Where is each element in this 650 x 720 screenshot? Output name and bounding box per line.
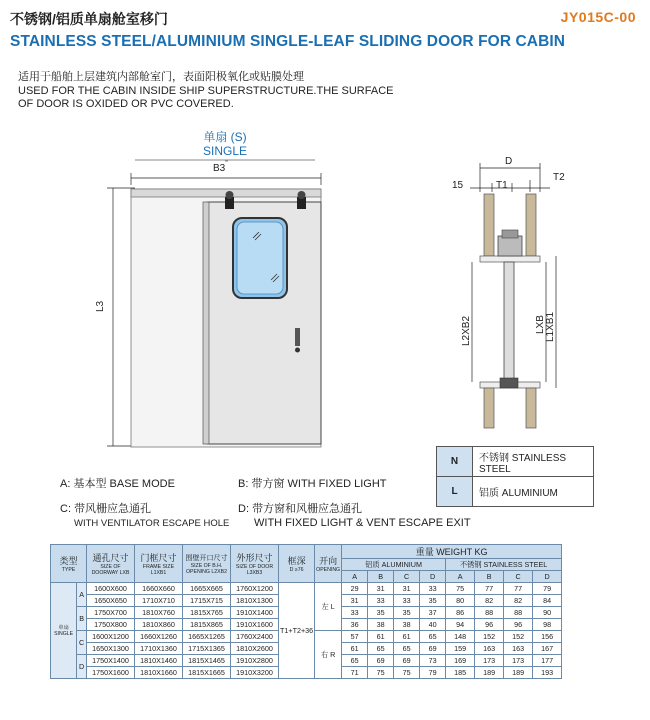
dim-l2xb2: L2XB2	[461, 315, 472, 346]
col-alu-a: A	[342, 571, 368, 583]
single-label-cn: 单扇 (S)	[203, 130, 247, 144]
col-doorway-en: SIZE OF DOORWAY LXB	[91, 564, 130, 576]
type-letter-cell: C	[77, 631, 87, 655]
col-alu-d: D	[420, 571, 446, 583]
col-depth-cn: 框深	[287, 556, 306, 566]
dim-b3: B3	[213, 163, 226, 174]
weight-cell: 33	[342, 607, 368, 619]
mode-c-line1: 带风栅应急通孔	[74, 503, 152, 515]
size-cell: 1910X2800	[231, 655, 279, 667]
col-outer	[231, 545, 279, 583]
mode-a	[60, 478, 175, 491]
weight-cell: 77	[475, 583, 504, 595]
type-single-cn: 单扇	[58, 624, 69, 631]
col-ss-b: B	[475, 571, 504, 583]
depth-cell: T1+T2+36	[279, 583, 315, 679]
size-cell: 1810X1460	[135, 655, 183, 667]
dim-lxb: LXB	[535, 315, 546, 334]
size-cell: 1760X1200	[231, 583, 279, 595]
col-doorway	[87, 545, 135, 583]
col-opening	[315, 545, 342, 583]
description-en-line2: OF DOOR IS OXIDED OR PVC COVERED.	[18, 98, 234, 110]
weight-cell: 77	[504, 583, 533, 595]
door-handle	[295, 328, 300, 346]
door-section-view	[440, 150, 580, 430]
size-cell: 1910X1600	[231, 619, 279, 631]
weight-cell: 61	[394, 631, 420, 643]
table-row	[51, 583, 562, 595]
opening-cell: 右 R	[315, 631, 342, 679]
roller-right	[298, 191, 306, 199]
weight-cell: 38	[368, 619, 394, 631]
legend-text: 不锈钢 STAINLESS STEEL	[473, 447, 594, 477]
weight-cell: 177	[533, 655, 562, 667]
legend-code: L	[437, 477, 473, 507]
weight-cell: 65	[342, 655, 368, 667]
weight-cell: 96	[475, 619, 504, 631]
weight-cell: 90	[533, 607, 562, 619]
weight-cell: 73	[420, 655, 446, 667]
legend-row	[437, 477, 594, 507]
mode-b-key: B:	[238, 478, 249, 490]
dim-t2: T2	[553, 172, 565, 183]
legend-text: 铝质 ALUMINIUM	[473, 477, 594, 507]
col-ss-d: D	[533, 571, 562, 583]
size-cell: 1660X1260	[135, 631, 183, 643]
type-single-en: SINGLE	[54, 630, 74, 637]
weight-cell: 65	[368, 643, 394, 655]
weight-cell: 86	[446, 607, 475, 619]
roller-left	[226, 191, 234, 199]
weight-cell: 71	[342, 667, 368, 679]
dim-d: D	[505, 156, 513, 167]
legend-code: N	[437, 447, 473, 477]
dim-15: 15	[452, 180, 464, 191]
size-cell: 1910X3200	[231, 667, 279, 679]
mode-a-text: 基本型 BASE MODE	[73, 478, 175, 490]
col-alu-b: B	[368, 571, 394, 583]
size-cell: 1660X660	[135, 583, 183, 595]
type-single-cell	[51, 583, 77, 679]
weight-cell: 88	[504, 607, 533, 619]
weight-cell: 80	[446, 595, 475, 607]
weight-cell: 38	[394, 619, 420, 631]
door-front-view	[95, 140, 335, 470]
col-opening-size-cn: 围壁开口尺寸	[185, 554, 228, 562]
col-ss-c: C	[504, 571, 533, 583]
page-title-en: STAINLESS STEEL/ALUMINIUM SINGLE-LEAF SLIDING DOOR FOR CABIN	[10, 33, 566, 50]
weight-cell: 173	[504, 655, 533, 667]
col-opening-en: OPENING	[316, 567, 341, 573]
weight-cell: 69	[368, 655, 394, 667]
weight-cell: 31	[342, 595, 368, 607]
size-cell: 1810X1660	[135, 667, 183, 679]
weight-cell: 82	[475, 595, 504, 607]
size-cell: 1810X1300	[231, 595, 279, 607]
mode-c-key: C:	[60, 503, 71, 515]
col-frame-en: FRAME SIZE L1XB1	[142, 564, 175, 576]
col-frame-cn: 门框尺寸	[140, 553, 177, 563]
wall-panel-bottom-left	[484, 388, 494, 428]
size-cell: 1815X1465	[183, 655, 231, 667]
size-cell: 1750X800	[87, 619, 135, 631]
size-cell: 1665X665	[183, 583, 231, 595]
weight-cell: 185	[446, 667, 475, 679]
col-outer-cn: 外形尺寸	[236, 553, 273, 563]
weight-cell: 169	[446, 655, 475, 667]
mode-d-key: D:	[238, 503, 249, 515]
wall-panel-top-left	[484, 194, 494, 256]
product-code: JY015C-00	[560, 9, 636, 25]
spec-table-body	[51, 583, 562, 679]
col-opening-size	[183, 545, 231, 583]
wall-panel-bottom-right	[526, 388, 536, 428]
weight-cell: 159	[446, 643, 475, 655]
weight-cell: 75	[394, 667, 420, 679]
weight-cell: 75	[446, 583, 475, 595]
size-cell: 1815X865	[183, 619, 231, 631]
size-cell: 1710X1360	[135, 643, 183, 655]
weight-cell: 173	[475, 655, 504, 667]
weight-cell: 61	[342, 643, 368, 655]
weight-cell: 79	[420, 667, 446, 679]
weight-cell: 29	[342, 583, 368, 595]
weight-cell: 37	[420, 607, 446, 619]
weight-cell: 94	[446, 619, 475, 631]
weight-cell: 193	[533, 667, 562, 679]
col-alu-c: C	[394, 571, 420, 583]
door-leaf-section	[504, 262, 514, 382]
mode-d-line1: 带方窗和风栅应急通孔	[252, 503, 363, 515]
weight-cell: 31	[368, 583, 394, 595]
weight-cell: 98	[533, 619, 562, 631]
size-cell: 1810X760	[135, 607, 183, 619]
weight-cell: 75	[368, 667, 394, 679]
weight-cell: 152	[504, 631, 533, 643]
mode-c	[60, 503, 151, 516]
size-cell: 1750X700	[87, 607, 135, 619]
weight-cell: 84	[533, 595, 562, 607]
wall-panel-top-right	[526, 194, 536, 256]
col-aluminium: 铝质 ALUMINIUM	[342, 559, 446, 571]
spec-table	[50, 544, 562, 679]
weight-cell: 33	[394, 595, 420, 607]
mode-c-line2: WITH VENTILATOR ESCAPE HOLE	[74, 518, 230, 529]
type-letter-cell: D	[77, 655, 87, 679]
weight-cell: 33	[420, 583, 446, 595]
size-cell: 1650X1300	[87, 643, 135, 655]
col-type-cn: 类型	[59, 556, 78, 566]
opening-cell: 左 L	[315, 583, 342, 631]
size-cell: 1715X715	[183, 595, 231, 607]
dim-l1xb1: L1XB1	[545, 311, 556, 342]
dim-t1: T1	[496, 180, 508, 191]
weight-cell: 88	[475, 607, 504, 619]
size-cell: 1665X1265	[183, 631, 231, 643]
col-type-en: TYPE	[61, 567, 76, 573]
col-opening-cn: 开向	[319, 556, 338, 566]
weight-cell: 82	[504, 595, 533, 607]
col-ss-a: A	[446, 571, 475, 583]
size-cell: 1810X2600	[231, 643, 279, 655]
description-en-line1: USED FOR THE CABIN INSIDE SHIP SUPERSTRUCTURE.THE SURFACE	[18, 85, 394, 97]
single-label-en: SINGLE	[202, 144, 247, 158]
weight-cell: 69	[420, 643, 446, 655]
mode-a-key: A:	[60, 478, 71, 490]
size-cell: 1600X600	[87, 583, 135, 595]
size-cell: 1910X1400	[231, 607, 279, 619]
mode-b-text: 带方窗 WITH FIXED LIGHT	[251, 478, 387, 490]
weight-cell: 35	[394, 607, 420, 619]
weight-cell: 61	[368, 631, 394, 643]
dim-l3: L3	[95, 300, 106, 312]
size-cell: 1750X1400	[87, 655, 135, 667]
weight-cell: 163	[504, 643, 533, 655]
page-title-cn: 不锈钢/铝质单扇舱室移门	[10, 11, 168, 27]
weight-cell: 35	[420, 595, 446, 607]
size-cell: 1810X860	[135, 619, 183, 631]
col-doorway-cn: 通孔尺寸	[92, 553, 129, 563]
weight-cell: 69	[394, 655, 420, 667]
mode-b	[238, 478, 387, 491]
weight-cell: 35	[368, 607, 394, 619]
size-cell: 1710X710	[135, 595, 183, 607]
col-outer-en: SIZE OF DOOR L3XB3	[235, 564, 274, 576]
weight-cell: 36	[342, 619, 368, 631]
type-letter-cell: A	[77, 583, 87, 607]
col-weight: 重量 WEIGHT KG	[342, 545, 562, 559]
size-cell: 1600X1200	[87, 631, 135, 643]
material-legend	[436, 446, 594, 507]
weight-cell: 79	[533, 583, 562, 595]
weight-cell: 33	[368, 595, 394, 607]
type-letter-cell: B	[77, 607, 87, 631]
mode-d	[238, 503, 362, 516]
size-cell: 1650X650	[87, 595, 135, 607]
mode-d-line2: WITH FIXED LIGHT & VENT ESCAPE EXIT	[254, 517, 471, 529]
weight-cell: 189	[475, 667, 504, 679]
weight-cell: 167	[533, 643, 562, 655]
col-type	[51, 545, 87, 583]
size-cell: 1760X2400	[231, 631, 279, 643]
col-frame	[135, 545, 183, 583]
description-cn: 适用于船舶上层建筑内部舱室门，表面阳极氧化或贴膜处理	[18, 71, 304, 83]
track-block	[498, 236, 522, 256]
weight-cell: 152	[475, 631, 504, 643]
col-opening-size-en: SIZE OF B.H. OPENING L2XB2	[186, 562, 227, 575]
weight-cell: 163	[475, 643, 504, 655]
size-cell: 1715X1365	[183, 643, 231, 655]
col-depth-en: D ≥76	[289, 567, 304, 573]
weight-cell: 40	[420, 619, 446, 631]
size-cell: 1750X1600	[87, 667, 135, 679]
weight-cell: 65	[394, 643, 420, 655]
legend-row	[437, 447, 594, 477]
weight-cell: 65	[420, 631, 446, 643]
weight-cell: 189	[504, 667, 533, 679]
weight-cell: 156	[533, 631, 562, 643]
weight-cell: 96	[504, 619, 533, 631]
col-stainless: 不锈钢 STAINLESS STEEL	[446, 559, 562, 571]
weight-cell: 148	[446, 631, 475, 643]
size-cell: 1815X765	[183, 607, 231, 619]
col-depth	[279, 545, 315, 583]
weight-cell: 57	[342, 631, 368, 643]
size-cell: 1815X1665	[183, 667, 231, 679]
weight-cell: 31	[394, 583, 420, 595]
